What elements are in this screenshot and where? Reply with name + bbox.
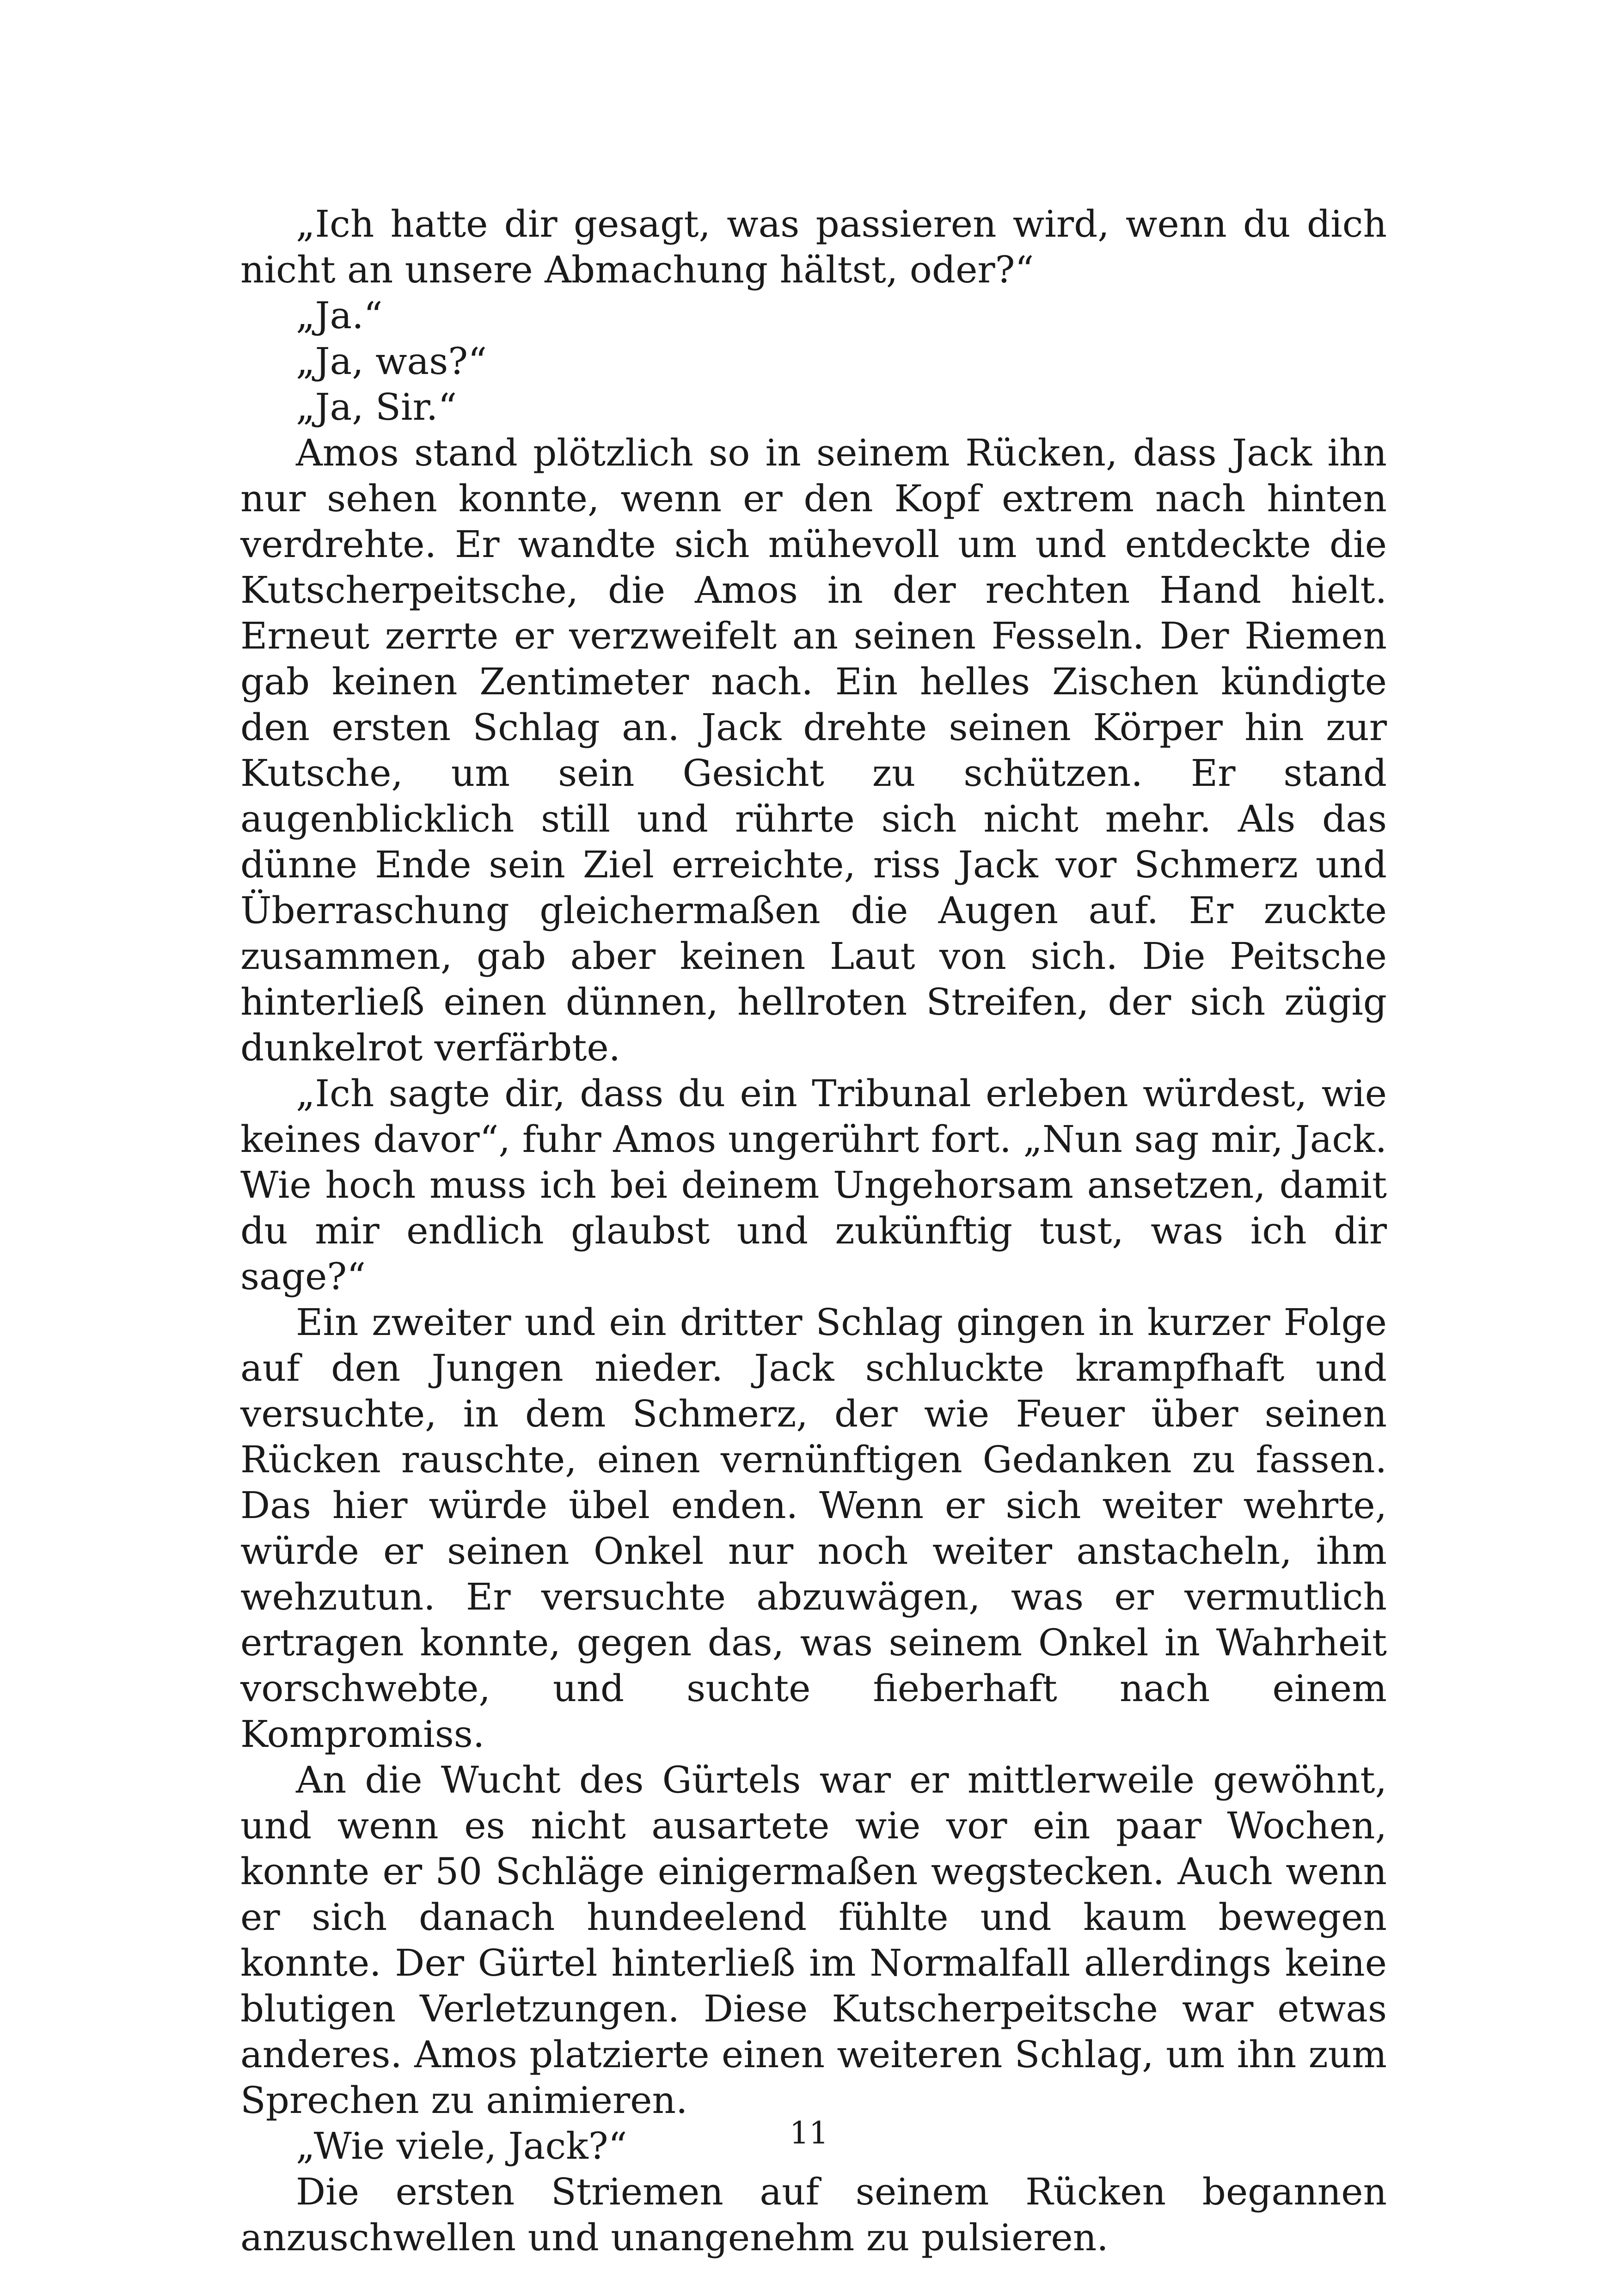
paragraph: Amos stand plötzlich so in seinem Rücken, dass Jack ihn nur sehen konnte, wenn er den Kopf extrem nach hinten verdrehte. Er wandte sich mühevoll um und entdeckte die Kutscherpeitsche, die Amos in der rechten Hand hielt. Erneut zerrte er verzweifelt an seinen Fesseln. Der Riemen gab keinen Zentimeter nach. Ein helles Zischen kündigte den ersten Schlag an. Jack drehte seinen Körper hin zur Kutsche, um sein Gesicht zu schützen. Er stand augenblicklich still und rührte sich nicht mehr. Als das dünne Ende sein Ziel erreichte, riss Jack vor Schmerz und Überraschung gleichermaßen die Augen auf. Er zuckte zusammen, gab aber keinen Laut von sich. Die Peitsche hinterließ einen dünnen, hellroten Streifen, der sich zügig dunkelrot verfärbte.	[240, 431, 1387, 1069]
body-text	[240, 201, 1387, 2260]
page-number: 11	[790, 2115, 828, 2151]
paragraph: An die Wucht des Gürtels war er mittlerweile gewöhnt, und wenn es nicht ausartete wie vor ein paar Wochen, konnte er 50 Schläge einigermaßen wegstecken. Auch wenn er sich danach hundeelend fühlte und kaum bewegen konnte. Der Gürtel hinterließ im Normalfall allerdings keine blutigen Verletzungen. Diese Kutscherpeitsche war etwas anderes. Amos platzierte einen weiteren Schlag, um ihn zum Sprechen zu animieren.	[240, 1758, 1387, 2122]
paragraph: Die ersten Striemen auf seinem Rücken begannen anzuschwellen und unangenehm zu pulsieren.	[240, 2170, 1387, 2259]
paragraph: Ein zweiter und ein dritter Schlag gingen in kurzer Folge auf den Jungen nieder. Jack schluckte krampfhaft und versuchte, in dem Schmerz, der wie Feuer über seinen Rücken rauschte, einen vernünftigen Gedanken zu fassen. Das hier würde übel enden. Wenn er sich weiter wehrte, würde er seinen Onkel nur noch weiter anstacheln, ihm wehzutun. Er versuchte abzuwägen, was er vermutlich ertragen konnte, gegen das, was seinem Onkel in Wahrheit vorschwebte, und suchte fieberhaft nach einem Kompromiss.	[240, 1301, 1387, 1756]
paragraph: „Ich hatte dir gesagt, was passieren wird, wenn du dich nicht an unsere Abmachung hältst, oder?“	[240, 202, 1387, 291]
paragraph: „Wie viele, Jack?“	[296, 2125, 627, 2167]
paragraph: „Ich sagte dir, dass du ein Tribunal erleben würdest, wie keines davor“, fuhr Amos ungerührt fort. „Nun sag mir, Jack. Wie hoch muss ich bei deinem Ungehorsam ansetzen, damit du mir endlich glaubst und zukünftig tust, was ich dir sage?“	[240, 1072, 1387, 1298]
paragraph: „Ja, Sir.“	[296, 386, 457, 429]
paragraph: „Ja, was?“	[296, 340, 487, 383]
paragraph: „Ja.“	[296, 294, 383, 337]
